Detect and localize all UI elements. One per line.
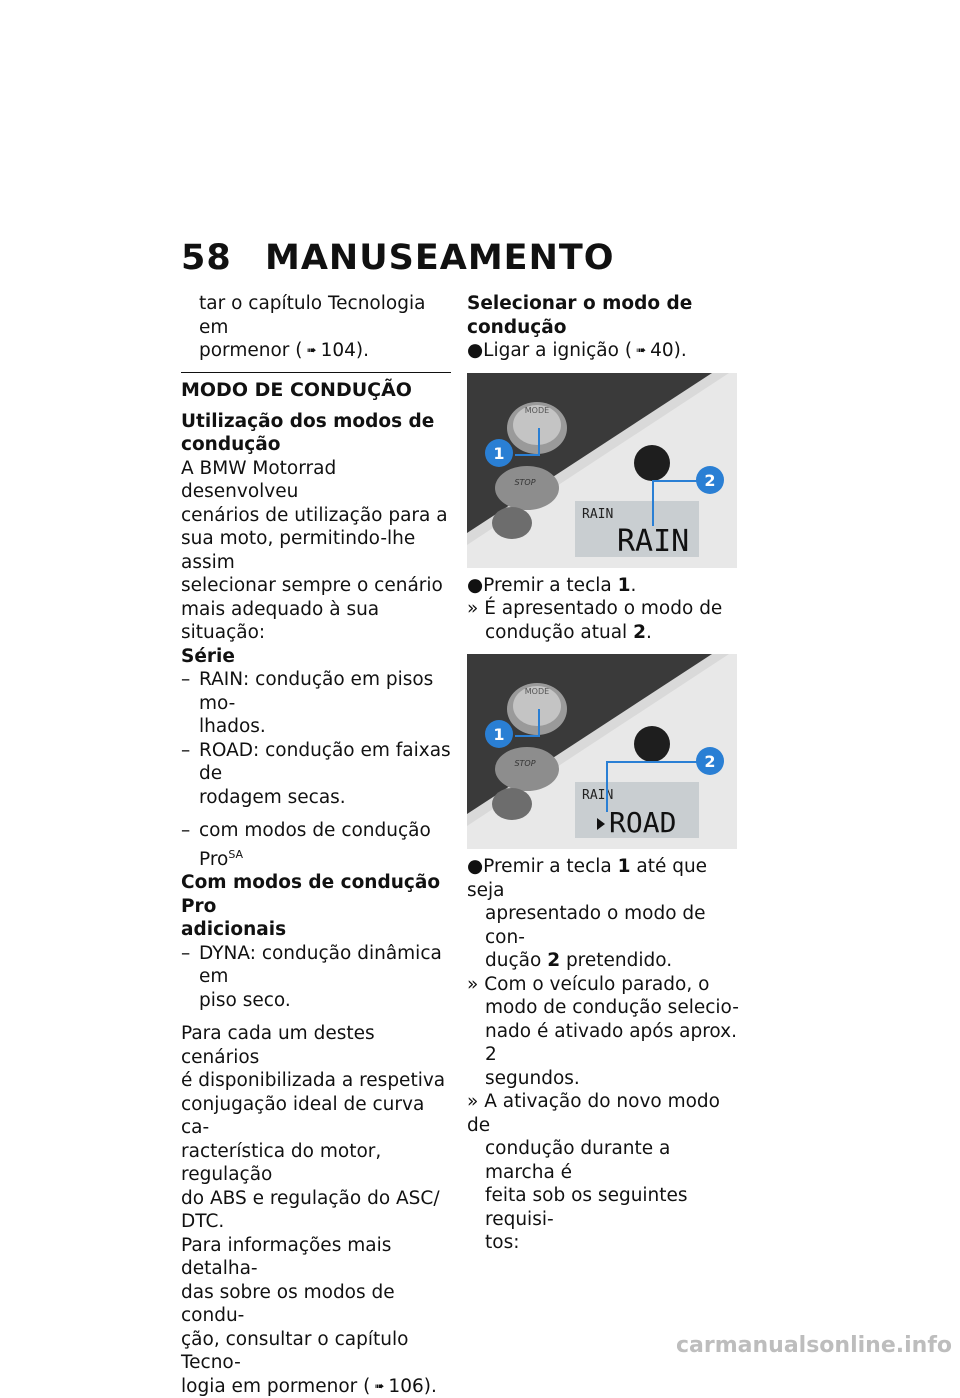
text-line: das sobre os modos de condu-	[181, 1281, 395, 1327]
result-item	[467, 973, 739, 1091]
lcd-small-text: RAIN	[582, 788, 614, 803]
list-item: – RAIN: condução em pisos mo- lhados.	[181, 668, 451, 739]
subsection-title: Utilização dos modos de	[181, 410, 435, 432]
step-text: Premir a tecla	[483, 574, 618, 596]
step-text: Ligar a ignição (	[483, 340, 633, 361]
text-line: cenários de utilização para a	[181, 504, 448, 526]
page-ref-link[interactable]: 106).	[388, 1375, 437, 1397]
text-line: logia em pormenor ( ➠ 106).	[181, 1375, 437, 1397]
step-text: pretendido.	[560, 950, 673, 971]
callout-2: 2	[704, 470, 716, 490]
result-text: condução atual	[485, 621, 634, 643]
lcd-small-text: RAIN	[582, 506, 614, 522]
serie-label: Série	[181, 645, 235, 667]
watermark: carmanualsonline.info	[676, 1333, 952, 1358]
step-item	[467, 574, 739, 598]
text-line: lhados.	[199, 716, 266, 737]
list-item: – DYNA: condução dinâmica em piso seco.	[181, 942, 451, 1013]
pro-text: Pro	[199, 848, 229, 870]
callout-1: 1	[493, 725, 505, 744]
step-item	[467, 339, 739, 363]
stop-button-label: STOP	[514, 759, 536, 768]
step-text: apresentado o modo de con-	[485, 903, 706, 948]
bullet-icon: ●	[467, 340, 484, 361]
page-ref-link[interactable]: 40).	[650, 340, 687, 361]
result-text: modo de condução selecio-	[485, 997, 739, 1018]
figure-road-mode	[467, 654, 737, 849]
text-line: DTC.	[181, 1211, 225, 1233]
result-text: segundos.	[485, 1067, 580, 1089]
right-column	[467, 292, 739, 1255]
mode-button-label: MODE	[524, 687, 550, 696]
result-key: 2	[633, 621, 646, 643]
text-line: do ABS e regulação do ASC/	[181, 1187, 440, 1209]
text-line: RAIN: condução em pisos mo-	[199, 669, 434, 714]
result-text: condução durante a marcha é	[485, 1138, 671, 1183]
result-text: A ativação do novo modo de	[467, 1091, 720, 1136]
step-text: .	[630, 574, 637, 596]
special-equipment-mark: SA	[228, 847, 244, 861]
section-title: MODO DE CONDUÇÃO	[181, 378, 412, 401]
step-item	[467, 949, 739, 973]
section-divider	[181, 372, 451, 373]
text: logia em pormenor	[181, 1375, 358, 1397]
text-line: sua moto, permitindo-lhe assim	[181, 528, 416, 573]
text-line	[199, 843, 451, 872]
procedure-heading: condução	[467, 316, 567, 338]
step-key: 1	[617, 574, 631, 596]
page-number: 58	[181, 238, 232, 278]
lcd-large-text: RAIN	[617, 523, 690, 559]
bullet-icon: ●	[467, 856, 484, 877]
bullet-icon: ●	[467, 574, 484, 596]
result-icon: »	[467, 1091, 485, 1112]
subsection-title: condução	[181, 434, 281, 455]
page-ref-arrow-icon: ➠	[374, 1378, 385, 1393]
result-item	[467, 621, 739, 645]
intro-text: pormenor	[199, 340, 290, 361]
left-column	[181, 292, 451, 1398]
text-line: selecionar sempre o cenário	[181, 575, 443, 596]
text-line: ção, consultar o capítulo Tecno-	[181, 1328, 409, 1374]
text-line: racterística do motor, regulação	[181, 1140, 382, 1186]
list-item: – ROAD: condução em faixas de rodagem secas.	[181, 739, 451, 808]
subsection-title: adicionais	[181, 919, 287, 941]
subsection-title: Com modos de condução Pro	[181, 872, 441, 917]
list-item: – com modos de condução Pro$^{SA}$	[181, 819, 451, 871]
lcd-large-text: ROAD	[609, 806, 677, 839]
text-line: A BMW Motorrad desenvolveu	[181, 457, 337, 502]
procedure-heading: Selecionar o modo de	[467, 293, 693, 314]
figure-rain-mode	[467, 373, 737, 568]
intro-line: tar o capítulo Tecnologia em	[199, 293, 426, 338]
text-line: rodagem secas.	[199, 786, 346, 808]
result-item	[467, 1090, 739, 1255]
paragraph	[181, 1234, 451, 1398]
page-title: MANUSEAMENTO	[265, 238, 615, 278]
text-line: é disponibilizada a respetiva	[181, 1070, 446, 1092]
page-ref-arrow-icon: ➠	[636, 343, 647, 357]
page-ref-link[interactable]: 104).	[320, 340, 369, 361]
step-item	[467, 855, 739, 902]
intro-line: pormenor ( ➠ 104).	[199, 340, 369, 361]
result-text: feita sob os seguintes requisi-	[485, 1185, 688, 1230]
paragraph	[181, 457, 451, 645]
result-text: .	[645, 621, 652, 643]
callout-2: 2	[704, 752, 716, 771]
mode-button-label: MODE	[524, 405, 550, 415]
step-text: Premir a tecla	[483, 856, 618, 877]
result-text: É apresentado o modo de	[484, 598, 723, 619]
result-icon: »	[467, 598, 485, 619]
text-line: piso seco.	[199, 989, 291, 1011]
page-header	[181, 238, 615, 278]
text-line: conjugação ideal de curva ca-	[181, 1093, 425, 1139]
page-ref-arrow-icon: ➠	[306, 343, 317, 357]
stop-button-label: STOP	[514, 477, 536, 487]
paragraph	[181, 1022, 451, 1234]
callout-1: 1	[493, 443, 505, 463]
text-line: Para informações mais detalha-	[181, 1234, 392, 1280]
result-icon: »	[467, 973, 485, 995]
step-text: até que seja	[467, 856, 708, 901]
text-line: mais adequado à sua situação:	[181, 598, 380, 643]
result-text: nado é ativado após aprox. 2	[485, 1020, 737, 1065]
text-line: Para cada um destes cenários	[181, 1023, 375, 1068]
result-text: tos:	[485, 1232, 520, 1253]
text-line: ROAD: condução em faixas de	[199, 739, 451, 784]
result-item	[467, 597, 739, 621]
text-line: com modos de condução	[199, 820, 431, 841]
step-key: 1	[617, 856, 631, 877]
step-key: 2	[547, 950, 561, 971]
result-text: Com o veículo parado, o	[484, 973, 710, 995]
text-line: DYNA: condução dinâmica em	[199, 942, 442, 988]
step-text: dução	[485, 950, 548, 971]
